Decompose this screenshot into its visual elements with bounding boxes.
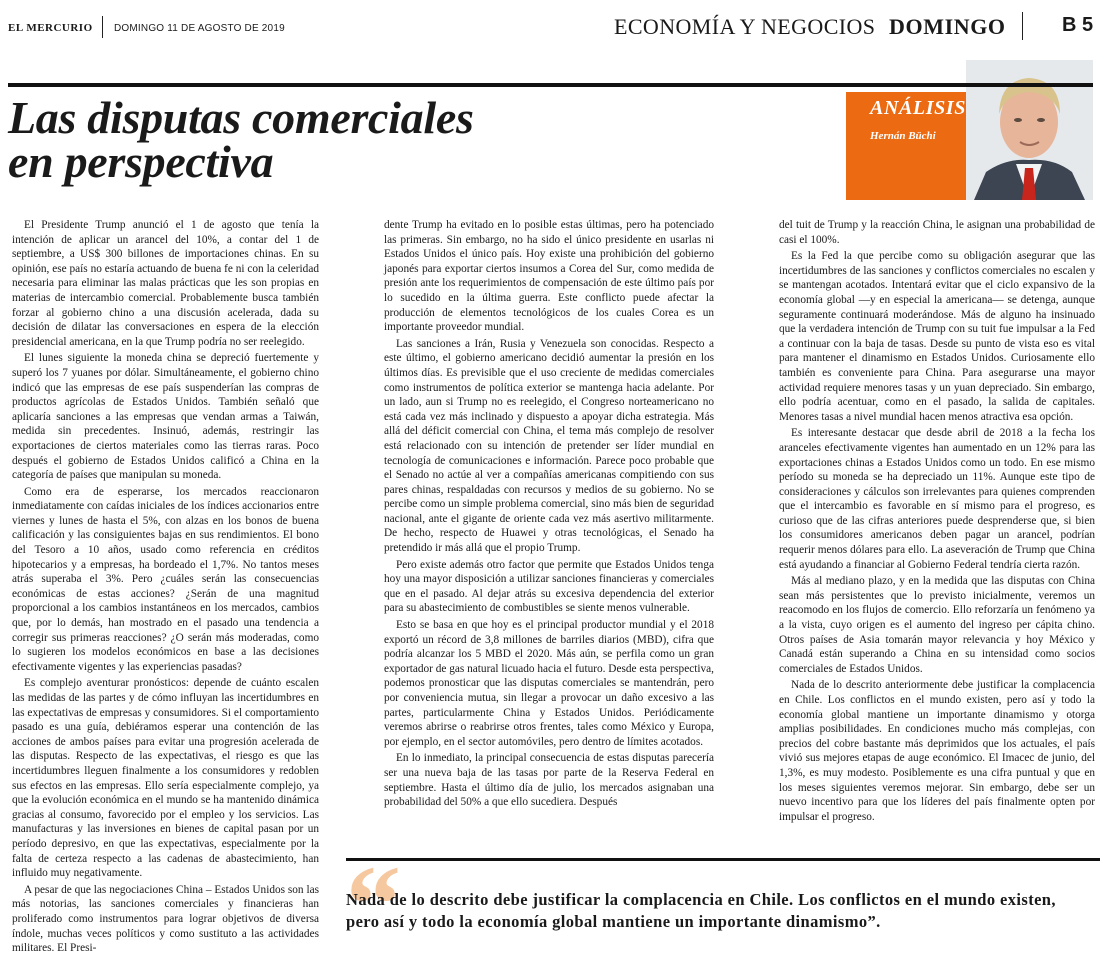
issue-date: DOMINGO 11 DE AGOSTO DE 2019: [114, 23, 285, 34]
paragraph: Como era de esperarse, los mercados reaccionaron inmediatamente con caídas iniciales de los índices accionarios entre viernes y lunes de hasta el 5%, con alzas en los bonos de buena calificación y las consiguientes bajas en sus rendimientos. El bono del Tesoro a 10 años, usado como referencia en créditos hipotecarios y a empresas, ha bordeado el 1,7%. No tantos meses atrás superaba el 3%. Pero ¿cuáles serán las consecuencias económicas de estas acciones? ¿Serán de una magnitud proporcional a los cambios instantáneos en los mercados, cambios que, por lo demás, han mostrado en el pasado una tendencia a corregir sus primeras reacciones? ¿O serán más moderadas, como lo sugieren los modelos económicos en base a las decisiones efectivamente vigentes y las experiencias pasadas?: [12, 485, 319, 673]
quote-mark-icon: “: [346, 843, 401, 965]
section-title: ECONOMÍA Y NEGOCIOS: [614, 14, 876, 39]
paragraph: En lo inmediato, la principal consecuencia de estas disputas parecería ser una nueva baja de las tasas por parte de la Reserva Federal en septiembre. Hasta el último día de julio, los mercados asignaban una probabilidad del 50% a que ello sucediera. Después: [384, 752, 714, 809]
publication-name: EL MERCURIO: [8, 22, 93, 34]
headline-line: en perspectiva: [8, 136, 274, 187]
paragraph: El Presidente Trump anunció el 1 de agosto que tenía la intención de aplicar un arancel del 10%, a contar del 1 de septiembre, a US$ 300 billones de importaciones chinas. En su opinión, ese país no estaría actuando de buena fe ni con la celeridad necesaria para eliminar las malas prácticas que les son propias en materias de intercambio comercial. Probablemente busca también forzar al gobierno chino a una discusión acelerada, dada su decisión de dilatar las conversaciones en espera de la elección presidencial americana, en la que Trump podría no ser reelegido.: [12, 219, 319, 348]
paragraph: Más al mediano plazo, y en la medida que las disputas con China sean más persistentes que lo previsto inicialmente, veremos un reacomodo en los flujos de comercio. Ello reforzaría un fenómeno ya a la vista, cuyo origen es el aumento del ingreso per cápita chino. Otros países de Asia tomarán mayor relevancia y hoy México y Canadá están superando a China en su intensidad como socios comerciales de Estados Unidos.: [779, 575, 1095, 675]
section-day: DOMINGO: [889, 14, 1006, 39]
article-body: [8, 218, 1095, 955]
paragraph: Las sanciones a Irán, Rusia y Venezuela son conocidas. Respecto a este último, el gobierno americano decidió aumentar la presión en los últimos días. Es previsible que el uso creciente de medidas comerciales como instrumentos de política exterior se mantenga hacia adelante. Por un lado, aun si Trump no es reelegido, el Congreso norteamericano no está cada vez más inclinado y dispuesto a apoyar dicha estrategia. Más allá del déficit comercial con China, el tema más complejo de resolver está relacionado con su intención de pretender ser líder mundial en tecnología de comunicaciones e información. Parece poco probable que el Senado no actúe al ver a compañías americanas compitiendo con sus pares chinas, respaldadas con recursos y medios de su gobierno. No se percibe como un simple problema comercial, sino más bien de seguridad nacional, ante el gigante de oriente cada vez más asertivo militarmente. De hecho, respecto de Huawei y otras tecnológicas, el Senado ha pretendido ir más allá que el propio Trump.: [384, 337, 714, 555]
paragraph: dente Trump ha evitado en lo posible estas últimas, pero ha potenciado las primeras. Sin embargo, no ha sido el único presidente en usarlas ni Estados Unidos el único país. Hoy existe una prohibición del gobierno japonés para exportar ciertos insumos a Corea del Sur, como medida de presión ante los requerimientos de compensación de este último país por lo sucedido en la última guerra. Este conflicto puede afectar la producción de elementos tecnológicos de los cuales Corea es un importante proveedor mundial.: [384, 219, 714, 334]
pull-quote-text: Nada de lo descrito debe justificar la complacencia en Chile. Los conflictos en el mundo existen, pero así y todo la economía global mantiene un importante dinamismo”.: [346, 890, 1056, 931]
analysis-box: [846, 92, 966, 200]
paragraph: Nada de lo descrito anteriormente debe justificar la complacencia en Chile. Los conflictos en el mundo existen, pero así y todo la economía global mantiene un importante dinamismo y otorga amplias posibilidades. En condiciones mucho más complejas, con precios del cobre bastante más deprimidos que los actuales, el país vivió sus mejores etapas de auge económico. El Imacec de junio, del 1,3%, es muy modesto. Posiblemente es una cifra puntual y que en los meses siguientes veremos mejorar. Sin embargo, debe ser un nuevo incentivo para que los líderes del país finalmente opten por impulsar el progreso.: [779, 679, 1095, 823]
article-column: [779, 218, 1095, 930]
paragraph: El lunes siguiente la moneda china se depreció fuertemente y superó los 7 yuanes por dólar. Simultáneamente, el gobierno chino indicó que las empresas de ese país suspenderían las compras de productos agrícolas de Estados Unidos. También señaló que aplicaría sanciones a las empresas que vendan armas a Taiwán, medida sin precedentes. Insinuó, además, restringir las exportaciones de ciertos materiales como las tierras raras. Poco después el gobierno de Estados Unidos calificó a China en la categoría de países que manipulan su moneda.: [12, 352, 319, 482]
paragraph: Pero existe además otro factor que permite que Estados Unidos tenga hoy una mayor disposición a utilizar sanciones financieras y comerciales que en el pasado. Al dejar atrás su excesiva dependencia del exterior para su abastecimiento de combustibles se siente menos vulnerable.: [384, 558, 714, 615]
header-divider: [102, 16, 103, 38]
headline-line: Las disputas comerciales: [8, 92, 474, 143]
paragraph: del tuit de Trump y la reacción China, le asignan una probabilidad de casi el 100%.: [779, 219, 1095, 246]
author-name: Hernán Büchi: [870, 130, 936, 142]
paragraph: Es interesante destacar que desde abril de 2018 a la fecha los aranceles efectivamente vigentes han aumentado en un 12% para las exportaciones chinas a Estados Unidos como un todo. En ese mismo período su moneda se ha depreciado un 11%. Aunque este tipo de consideraciones y cálculos son irrelevantes para quienes comprenden que el intercambio es favorable en sí mismo para el progreso, es curioso que de las cifras anteriores puede desprenderse que, si bien los consumidores americanos deben pagar un arancel, podrían requerir menos dólares para ello. La aseveración de Trump que China está ayudando a financiar al Gobierno Federal tendría cierta razón.: [779, 427, 1095, 571]
page-number: B 5: [1062, 14, 1094, 36]
author-portrait-icon: [966, 60, 1093, 200]
page-header: [0, 0, 1100, 58]
article-column: [12, 218, 319, 955]
paragraph: Es complejo aventurar pronósticos: depende de cuánto escalen las medidas de las partes y de cómo influyan las incertidumbres en las expectativas de empresas y consumidores. Si el comportamiento pasado es una guía, debiéramos esperar una contención de las acciones de ambos países para evitar una progresión acelerada de las disputas. Respecto de las expectativas, el riesgo es que las incertidumbres lleguen finalmente a los consumidores y redoblen sus efectos en las empresas. Ello sería especialmente complejo, ya que la evolución económica en el mundo se ha mantenido dinámica gracias al consumo, favorecido por el empleo y los servicios. Las manufacturas y las inversiones en bienes de capital pasan por un período depresivo, en que las expectativas, especialmente por la falta de certeza respecto a las cadenas de abastecimiento, han influido muy negativamente.: [12, 677, 319, 880]
paragraph: Es la Fed la que percibe como su obligación asegurar que las incertidumbres de las sanciones y conflictos comerciales no escalen y se mantengan acotados. Intentará evitar que el ciclo expansivo de la economía global —y en especial la americana— se detenga, aunque seguramente continuará moderándose. Más de alguno ha insinuado que la verdadera intención de Trump con su tuit fue impulsar a la Fed a continuar con la baja de tasas. Desde su punto de vista eso es vital para mantener el dinamismo en Estados Unidos. Curiosamente ello también es conveniente para China. Para asegurarse una mayor actividad requiere menores tasas y un yuan depreciado. Sin embargo, ello podría acentuar, como en el pasado, la salida de capitales. Menores tasas a nivel mundial hacen menos atractiva esa opción.: [779, 250, 1095, 423]
pull-quote: [346, 843, 1100, 965]
top-rule: [8, 83, 1093, 87]
paragraph: A pesar de que las negociaciones China – Estados Unidos son las más notorias, las sanciones comerciales y financieras han proliferado como instrumentos para lograr objetivos de diversa índole, muchas veces políticos y como sustituto a las actividades militares. El Presi-: [12, 883, 319, 955]
author-photo: [966, 60, 1093, 200]
paragraph: Esto se basa en que hoy es el principal productor mundial y el 2018 exportó un récord de 3,8 millones de barriles diarios (MBD), cifra que podría alcanzar los 5 MBD el 2020. Más aún, se perfila como un gran exportador de gas natural licuado hacia el futuro. Desde esta perspectiva, podemos pronosticar que las disputas comerciales se mantendrán, pero por conveniencia mutua, sin llegar a provocar un daño excesivo a las partes, particularmente China y Estados Unidos. Periódicamente veremos abrirse o reabrirse otros frentes, tales como México y Europa, por ejemplo, en el sector automóviles, pero dentro de límites acotados.: [384, 619, 714, 748]
article-headline: [8, 92, 588, 187]
article-column: [384, 218, 714, 930]
header-divider: [1022, 12, 1023, 40]
analysis-kicker: ANÁLISIS: [870, 97, 966, 119]
